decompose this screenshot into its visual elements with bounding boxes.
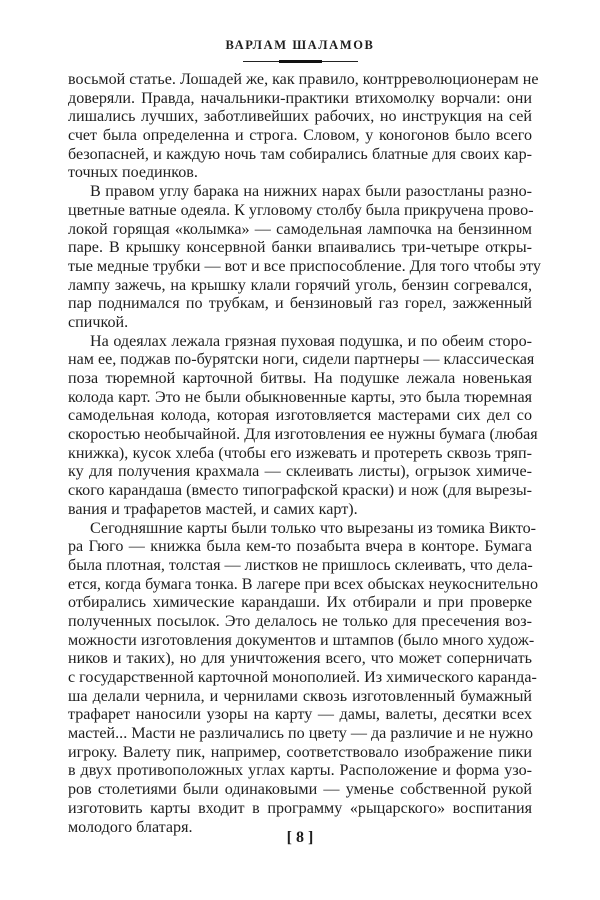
text-line: скоростью необычайной. Для изготовления ее нужны бумага (любая [68, 426, 538, 444]
text-line: ра Гюго — книжка была кем-то позабыта вчера в конторе. Бумага [68, 538, 532, 556]
text-line: отбирались химические карандаши. Их отбирали и при проверке [68, 594, 532, 612]
text-line: ров столетиями были одинаковыми — уменье собственной рукой [68, 781, 532, 799]
text-line: поза тюремной карточной битвы. На подушке лежала новенькая [68, 370, 532, 387]
text-line: с государственной карточной монополией. Из химического каранда- [68, 669, 537, 686]
text-line: изготовить карты входит в программу «рыцарского» воспитания [68, 799, 532, 817]
text-line: цветные ватные одеяла. К угловому столбу была прикручена прово- [68, 201, 534, 219]
text-line: в двух противоположных углах карты. Расположение и форма узо- [68, 762, 532, 780]
text-line: доверяли. Правда, начальники-практики втихомолку ворчали: они [68, 89, 532, 107]
text-line: ников и таких), но для уничтожения всего, что может соперничать [68, 650, 532, 668]
text-line: ку для получения крахмала — склеивать листы), огрызок химиче- [68, 463, 532, 481]
text-line: тые медные трубки — вот и все приспособление. Для того чтобы эту [68, 257, 541, 275]
text-line: полученных посылок. Это делалось не только для пресечения воз- [68, 612, 532, 630]
header-rule-accent [279, 60, 322, 63]
text-line: Сегодняшние карты были только что вырезаны из томика Викто- [90, 519, 537, 537]
text-line: колода карт. Это не были обыкновенные карты, это была тюремная [68, 388, 532, 406]
body-text [68, 71, 541, 837]
page-number: [ 8 ] [286, 829, 314, 846]
text-line: мастей... Масти не различались по цвету — да различие и не нужно [68, 725, 534, 743]
paragraph [68, 183, 541, 333]
text-line: пар поднимался по трубкам, и бензиновый газ горел, зажженный [68, 295, 532, 313]
text-line: лампу зажечь, на крышку клали горячий уголь, бензин согревался, [68, 276, 532, 294]
text-line: лишались лучших, заботливейших рабочих, но инструкция на сей [68, 108, 532, 126]
text-line: ского карандаша (вместо типографской краски) и нож (для вырезы- [68, 482, 532, 500]
text-line: трафарет наносили узоры на карту — дамы, валеты, десятки всех [68, 706, 532, 724]
text-line: книжка), кусок хлеба (чтобы его изжевать и протереть сквозь тряп- [68, 444, 532, 462]
text-line: На одеялах лежала грязная пуховая подушка, и по обеим сторо- [90, 332, 532, 350]
text-line: паре. В крышку консервной банки впаивались три-четыре откры- [68, 239, 532, 257]
text-line: локой горящая «колымка» — самодельная лампочка на бензинном [68, 220, 532, 238]
paragraph [68, 519, 539, 838]
text-line: можности изготовления документов и штампов (было много худож- [68, 631, 535, 649]
text-line: счет была определенна и строга. Словом, у коногонов было всего [68, 127, 532, 145]
text-line: ша делали чернила, и чернилами сквозь изготовленный бумажный [68, 687, 532, 705]
text-line: была плотная, толстая — листков не пришлось склеивать, что дела- [68, 556, 533, 574]
text-line: игроку. Валету пик, например, соответствовало изображение пики [68, 743, 532, 761]
text-line: самодельная колода, которая изготовляется мастерами сих дел со [68, 407, 532, 425]
running-head: ВАРЛАМ ШАЛАМОВ [225, 38, 375, 52]
text-line: вания и трафаретов мастей, и самих карт). [68, 500, 358, 518]
text-line: В правом углу барака на нижних нарах были разостланы разно- [90, 183, 532, 201]
paragraph [68, 71, 539, 183]
text-line: точных поединков. [68, 164, 198, 182]
text-line: спичкой. [68, 313, 129, 331]
text-line: ется, когда бумага тонка. В лагере при всех обысках неукоснительно [68, 575, 539, 593]
text-line: нам ее, поджав по-бурятски ноги, сидели партнеры — классическая [68, 351, 535, 369]
text-line: восьмой статье. Лошадей же, как правило, контрреволюционерам не [68, 71, 539, 88]
paragraph [68, 332, 538, 520]
text-line: молодого блатаря. [68, 818, 193, 836]
text-line: безопасней, и каждую ночь там собирались блатные для своих кар- [68, 145, 532, 163]
